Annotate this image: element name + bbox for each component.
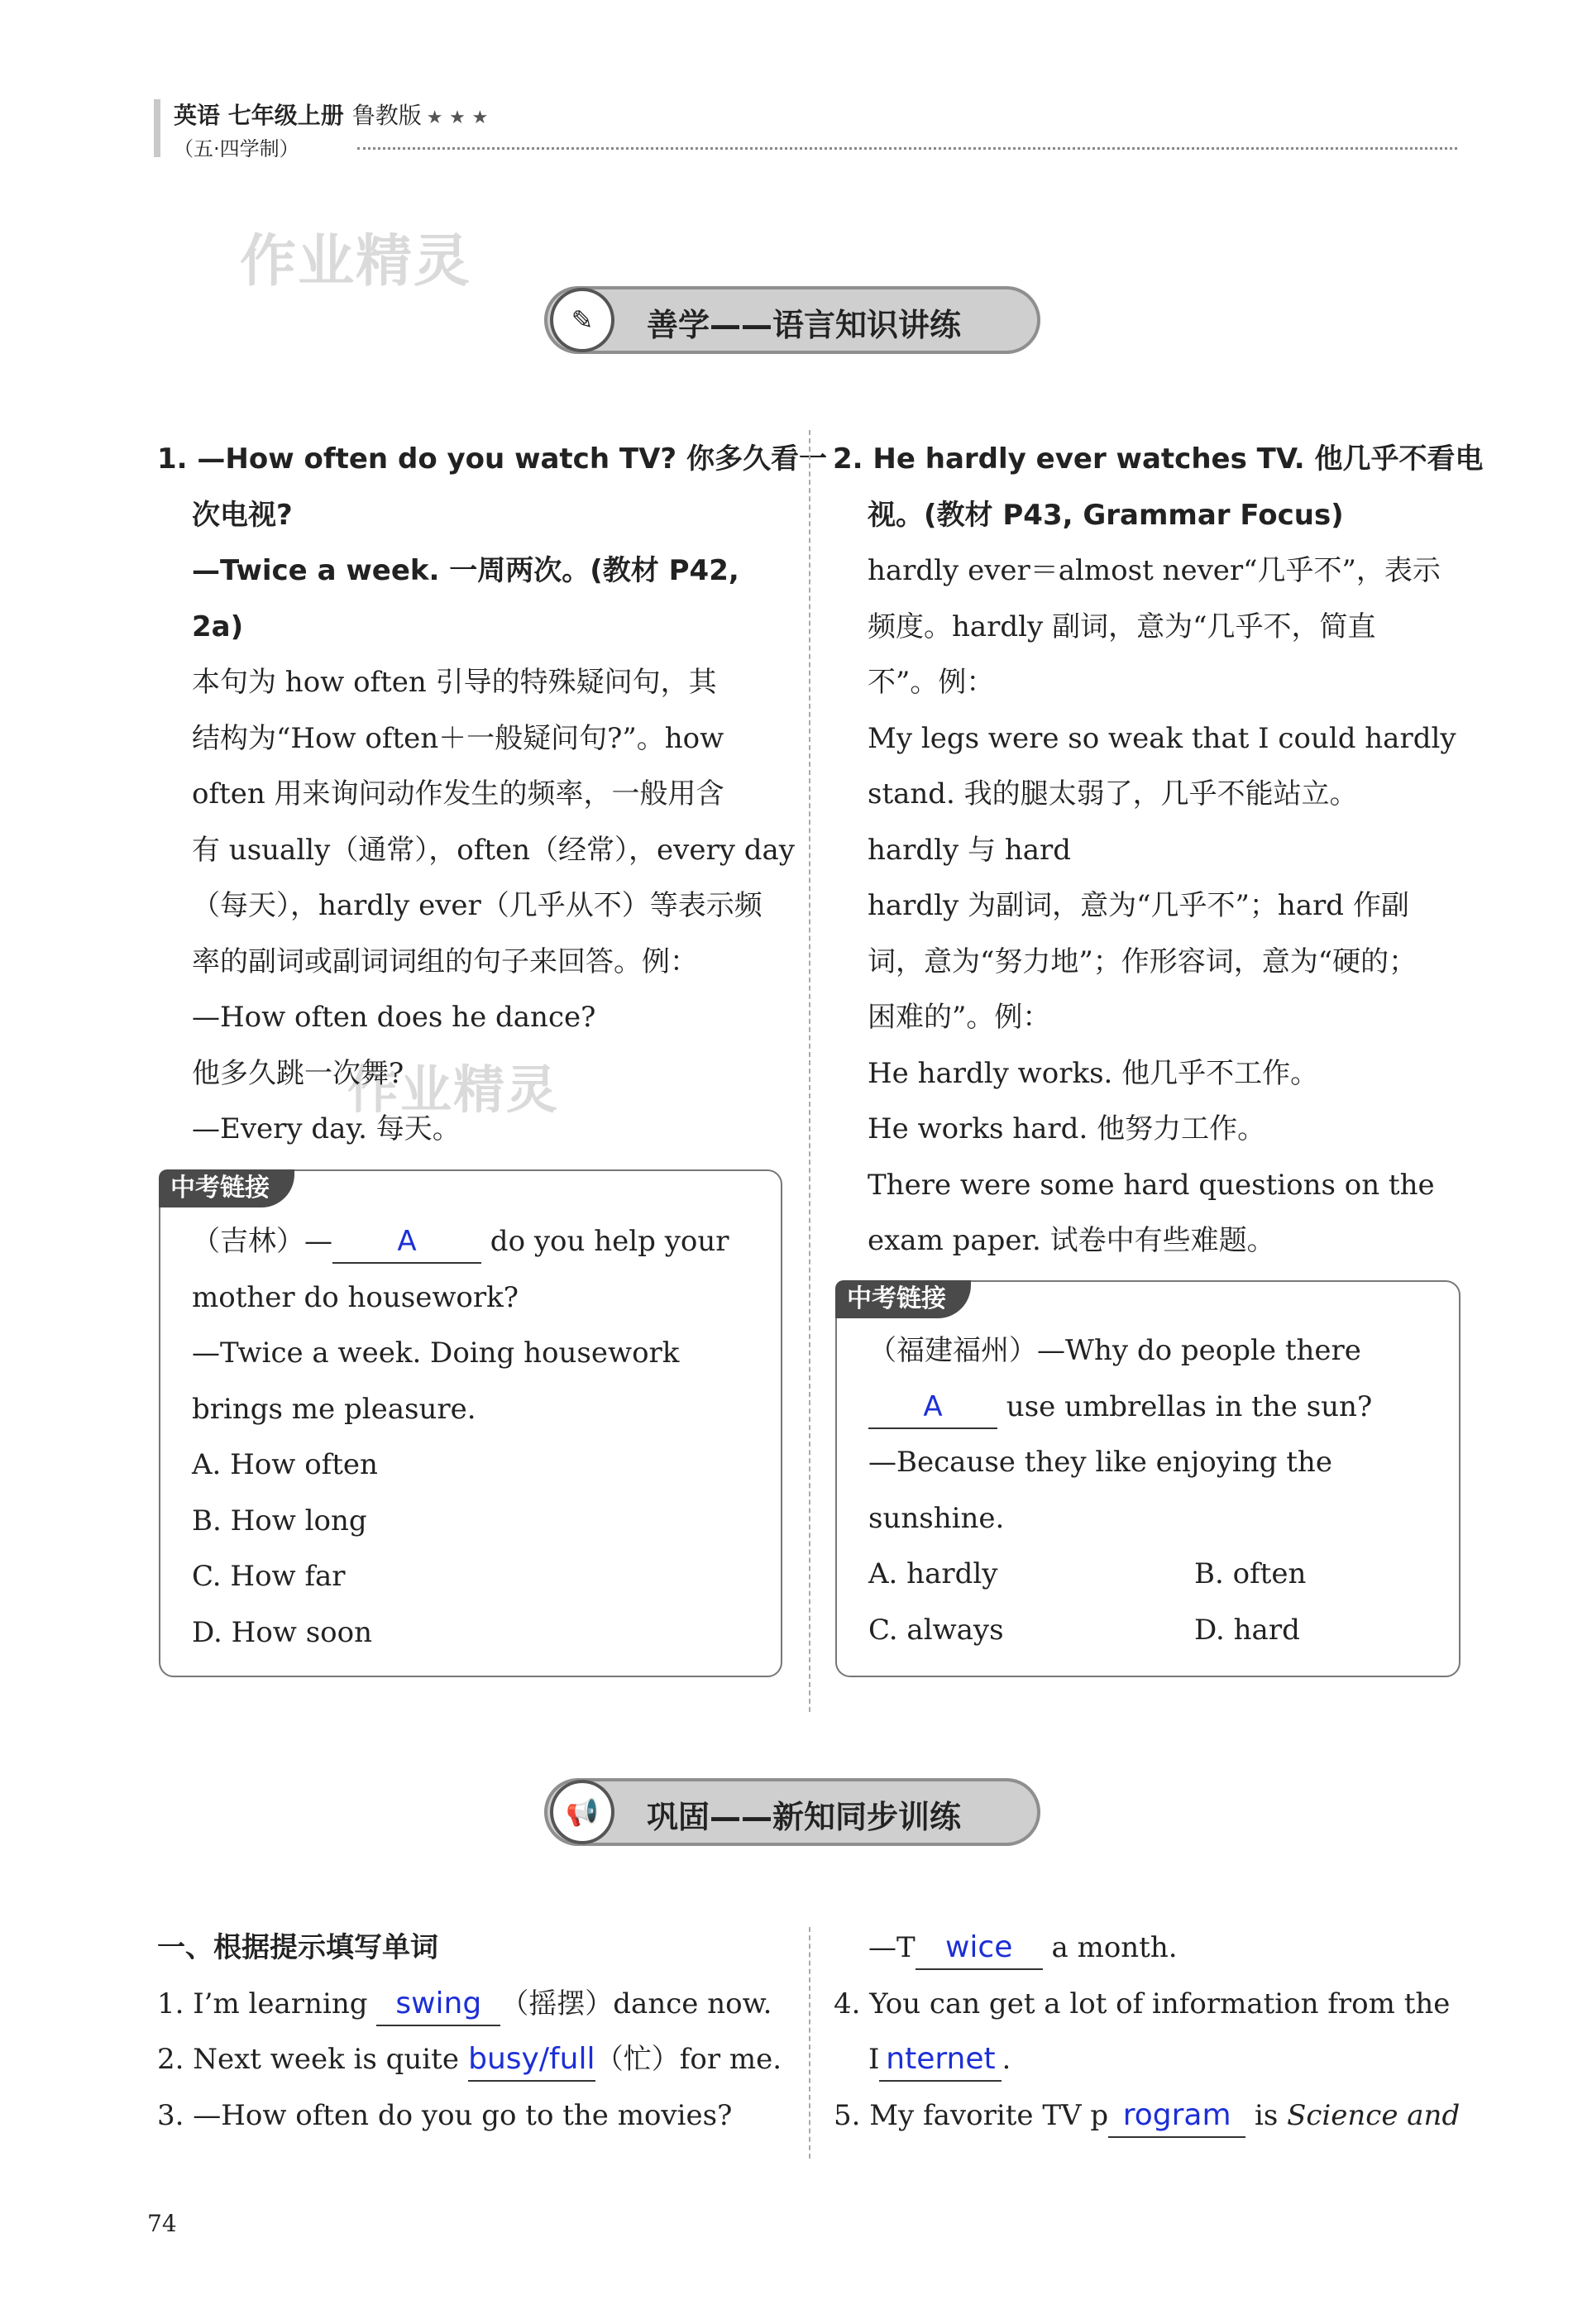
- item-1-body: 率的副词或副词词组的句子来回答。例：: [192, 944, 698, 978]
- exercise-q3-reply: [868, 1920, 1464, 1977]
- megaphone-icon: 📢: [550, 1780, 614, 1844]
- exercise-q5-start: 5. My favorite TV p: [834, 2098, 1109, 2132]
- item-2: [833, 432, 1484, 1270]
- header-system: （五·四学制）: [174, 137, 299, 160]
- header-dotted-rule: [357, 147, 1457, 150]
- item-2-line2: 视。(教材 P43, Grammar Focus): [868, 498, 1344, 532]
- exam-2-question-line2: [868, 1380, 1439, 1436]
- watermark-middle: 作业精灵: [347, 1059, 560, 1120]
- item-2-body: There were some hard questions on the: [868, 1168, 1435, 1202]
- exercise-q4-answer: nternet: [879, 2039, 1002, 2082]
- item-2-line1: 2. He hardly ever watches TV. 他几乎不看电: [833, 442, 1484, 476]
- exercise-q5-answer: rogram: [1108, 2095, 1245, 2138]
- exercise-q4-line1: 4. You can get a lot of information from the: [834, 1987, 1451, 2020]
- item-1-line3: —Twice a week. 一周两次。(教材 P42,: [192, 554, 739, 587]
- item-1-body: 结构为“How often＋一般疑问句?”。how: [192, 721, 724, 755]
- exam-2-answer-line1: —Because they like enjoying the: [868, 1446, 1332, 1479]
- exercise-q4-end: .: [1002, 2043, 1011, 2076]
- watermark-top: 作业精灵: [240, 229, 472, 294]
- header-title: [174, 98, 488, 131]
- exercise-q1-text: 1. I’m learning: [157, 1987, 377, 2020]
- exercise-q2: [157, 2032, 786, 2088]
- section-title-learn: 善学——语言知识讲练: [647, 307, 962, 343]
- item-2-body: stand. 我的腿太弱了，几乎不能站立。: [868, 777, 1358, 811]
- item-2-body: My legs were so weak that I could hardly: [868, 721, 1456, 755]
- item-1-body: （每天），hardly ever（几乎从不）等表示频: [192, 889, 763, 922]
- exam-1-option: D. How soon: [192, 1615, 372, 1649]
- exercise-q2-hint: （忙）for me.: [595, 2043, 782, 2076]
- item-2-body: 不”。例：: [868, 666, 995, 699]
- exercise-heading: 一、根据提示填写单词: [157, 1931, 438, 1964]
- item-1-body: often 用来询问动作发生的频率，一般用含: [192, 777, 724, 811]
- item-2-body: hardly 与 hard: [868, 833, 1072, 867]
- exam-2-question-rest: use umbrellas in the sun?: [997, 1389, 1373, 1423]
- item-1-line4: 2a): [192, 610, 244, 643]
- header-bar: [154, 99, 160, 157]
- item-1-body: 他多久跳一次舞?: [192, 1056, 404, 1090]
- exam-link-content-1: [192, 1214, 754, 1661]
- exercise-q3-reply-end: a month.: [1042, 1931, 1178, 1964]
- item-2-body: He works hard. 他努力工作。: [868, 1112, 1266, 1145]
- exam-1-question-line2: mother do housework?: [192, 1280, 519, 1314]
- item-1-line2: 次电视?: [192, 498, 293, 532]
- exam-2-option: B. often: [1194, 1557, 1307, 1590]
- item-2-body: 困难的”。例：: [868, 1001, 1051, 1034]
- exam-2-options-row-1: [868, 1547, 1439, 1603]
- exercise-q3-answer: wice: [916, 1927, 1043, 1970]
- exercise-q4-line2: [868, 2032, 1464, 2088]
- exam-2-answer: A: [868, 1386, 997, 1429]
- item-1-body: 本句为 how often 引导的特殊疑问句，其: [192, 666, 717, 699]
- pencil-book-icon: ✎: [550, 288, 614, 352]
- header-subject: 英语 七年级上册: [174, 102, 344, 129]
- exam-1-answer-line1: —Twice a week. Doing housework: [192, 1337, 680, 1370]
- item-2-body: hardly 为副词，意为“几乎不”；hard 作副: [868, 889, 1409, 922]
- exam-1-source: （吉林）—: [192, 1225, 332, 1258]
- exam-2-option: A. hardly: [868, 1557, 998, 1590]
- item-1-body: —Every day. 每天。: [192, 1112, 461, 1145]
- exam-1-option: C. How far: [192, 1560, 346, 1593]
- exercise-q5: [834, 2088, 1464, 2145]
- exercise-q4-start: I: [868, 2043, 880, 2076]
- exercise-right: [834, 1920, 1464, 2144]
- exam-2-option: D. hard: [1194, 1613, 1300, 1647]
- item-1-body: —How often does he dance?: [192, 1001, 596, 1034]
- exercise-q3-reply-start: —T: [868, 1931, 916, 1964]
- item-2-body: 词，意为“努力地”；作形容词，意为“硬的；: [868, 944, 1418, 978]
- exam-1-option: B. How long: [192, 1504, 367, 1537]
- item-2-body: He hardly works. 他几乎不工作。: [868, 1056, 1319, 1090]
- exam-1-answer-line2: brings me pleasure.: [192, 1392, 476, 1426]
- column-divider-top: [809, 430, 810, 1712]
- exam-1-answer: A: [332, 1221, 481, 1264]
- exam-link-tag-2: 中考链接: [835, 1280, 971, 1318]
- exam-1-question-rest: do you help your: [481, 1225, 729, 1258]
- exercise-q1: [157, 1977, 786, 2033]
- item-2-body: exam paper. 试卷中有些难题。: [868, 1224, 1275, 1257]
- column-divider-bottom: [809, 1927, 810, 2159]
- exercise-q1-answer: swing: [376, 1983, 500, 2026]
- exam-2-option: C. always: [868, 1613, 1004, 1647]
- exercise-left: [157, 1920, 786, 2144]
- exam-2-options-row-2: [868, 1603, 1439, 1659]
- exercise-q5-mid: is: [1245, 2098, 1288, 2132]
- section-title-consolidate: 巩固——新知同步训练: [647, 1799, 962, 1835]
- exam-1-question-line1: [192, 1214, 754, 1270]
- item-1-body: 有 usually（通常），often（经常），every day: [192, 833, 795, 867]
- exercise-q1-hint: （摇摆）dance now.: [500, 1987, 772, 2020]
- exam-2-answer-line2: sunshine.: [868, 1501, 1005, 1535]
- exam-1-option: A. How often: [192, 1448, 378, 1481]
- item-1: [157, 432, 827, 1158]
- page-number: 74: [147, 2210, 177, 2237]
- exam-2-question-line1: （福建福州）—Why do people there: [868, 1334, 1361, 1367]
- exam-link-content-2: [868, 1323, 1439, 1658]
- exercise-q5-title: Science and: [1287, 2098, 1461, 2132]
- item-2-body: hardly ever＝almost never“几乎不”，表示: [868, 554, 1441, 587]
- exercise-q3: 3. —How often do you go to the movies?: [157, 2098, 733, 2132]
- exercise-q2-answer: busy/full: [468, 2039, 595, 2082]
- exercise-q2-text: 2. Next week is quite: [157, 2043, 468, 2076]
- header-edition: 鲁教版: [351, 102, 422, 129]
- header-stars: ★ ★ ★: [426, 108, 489, 128]
- item-1-line1: 1. —How often do you watch TV? 你多久看一: [157, 442, 827, 476]
- exam-link-tag-1: 中考链接: [159, 1169, 294, 1207]
- item-2-body: 频度。hardly 副词，意为“几乎不，简直: [868, 610, 1376, 643]
